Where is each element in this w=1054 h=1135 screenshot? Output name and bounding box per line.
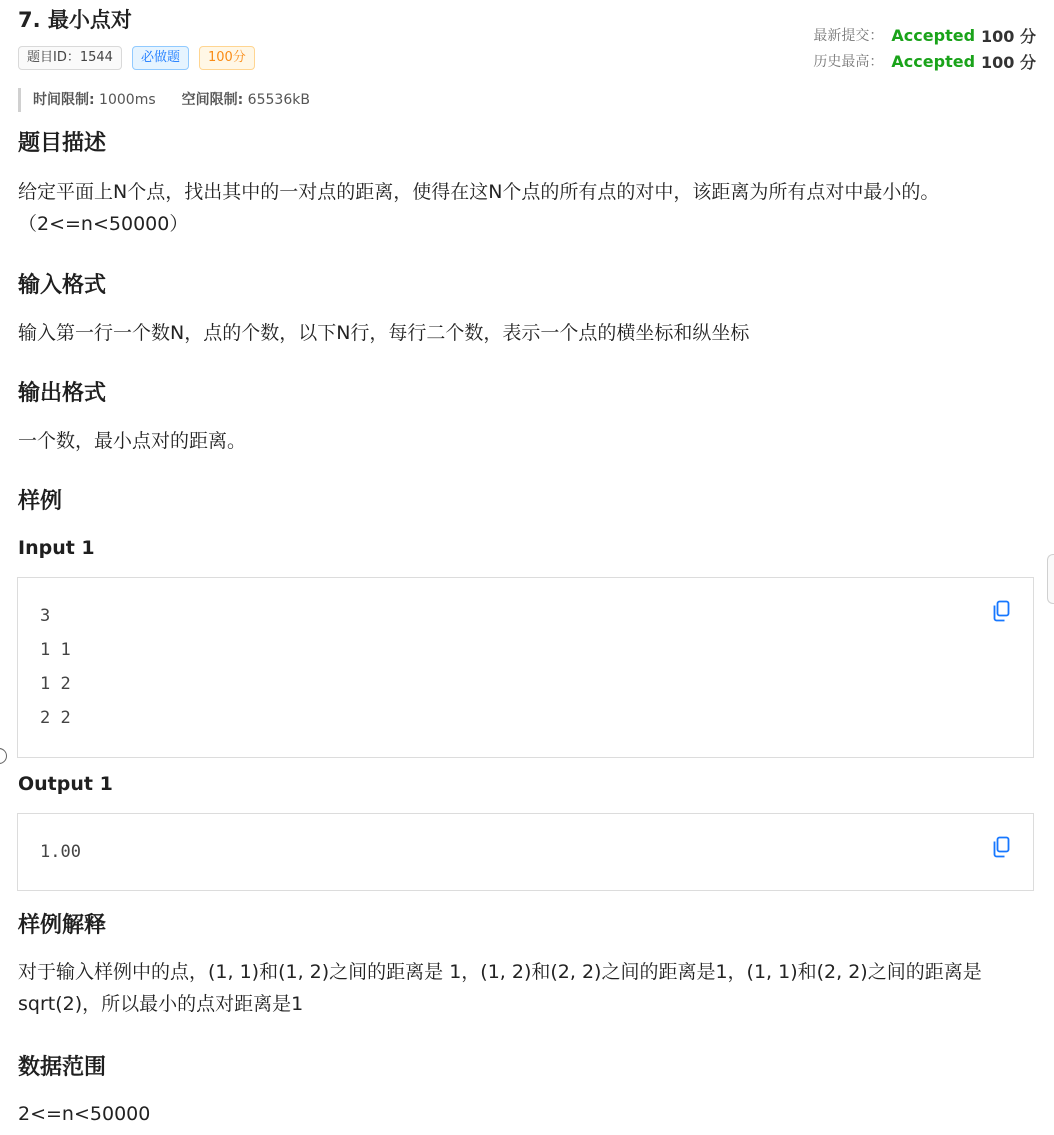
input-format-text: 输入第一行一个数N，点的个数，以下N行，每行二个数，表示一个点的横坐标和纵坐标 bbox=[18, 322, 750, 344]
side-drawer-handle[interactable] bbox=[1047, 554, 1054, 604]
problem-badges bbox=[18, 46, 255, 70]
space-limit-label: 空间限制: bbox=[181, 92, 244, 108]
best-submission-row bbox=[796, 48, 1036, 74]
limits-bar bbox=[18, 88, 310, 112]
best-submission-result[interactable]: Accepted bbox=[891, 51, 976, 71]
samples-heading: 样例 bbox=[18, 489, 63, 514]
description-text: 给定平面上N个点，找出其中的一对点的距离，使得在这N个点的所有点的对中，该距离为所有点对中最小的。（2<=n<50000） bbox=[18, 181, 940, 235]
sample-output-code bbox=[40, 838, 81, 872]
description-heading: 题目描述 bbox=[18, 131, 107, 156]
input-format-heading: 输入格式 bbox=[18, 273, 107, 298]
output-format-heading: 输出格式 bbox=[18, 381, 107, 406]
sample-output-label: Output 1 bbox=[18, 773, 113, 795]
best-submission-score: 100 分 bbox=[981, 52, 1036, 72]
time-limit-value: 1000ms bbox=[94, 92, 156, 108]
problem-title: 7. 最小点对 bbox=[18, 8, 132, 32]
copy-icon[interactable] bbox=[991, 600, 1011, 622]
output-format-text: 一个数，最小点对的距离。 bbox=[18, 430, 247, 452]
sample-output-box[interactable] bbox=[17, 813, 1034, 891]
score-badge: 100分 bbox=[199, 46, 255, 70]
latest-submission-score: 100 分 bbox=[981, 26, 1036, 46]
code-line: 1 2 bbox=[40, 674, 71, 694]
range-text: 2<=n<50000 bbox=[18, 1103, 151, 1125]
time-limit-label: 时间限制: bbox=[33, 92, 95, 108]
required-badge: 必做题 bbox=[132, 46, 189, 70]
explanation-text: 对于输入样例中的点，(1, 1)和(1, 2)之间的距离是 1，(1, 2)和(2, 2)之间的距离是1，(1, 1)和(2, 2)之间的距离是sqrt(2)，所以最小的点对距离是1 bbox=[18, 961, 982, 1015]
copy-icon[interactable] bbox=[991, 836, 1011, 858]
explanation-heading: 样例解释 bbox=[18, 913, 107, 938]
best-submission-label: 历史最高： bbox=[813, 54, 884, 70]
sample-input-code bbox=[40, 602, 71, 738]
sample-input-label: Input 1 bbox=[18, 537, 95, 559]
code-line: 3 bbox=[40, 606, 51, 626]
latest-submission-row bbox=[796, 22, 1036, 48]
problem-id-badge: 题目ID：1544 bbox=[18, 46, 122, 70]
code-line: 1.00 bbox=[40, 842, 81, 862]
latest-submission-label: 最新提交： bbox=[813, 28, 884, 44]
range-heading: 数据范围 bbox=[18, 1055, 107, 1080]
code-line: 1 1 bbox=[40, 640, 71, 660]
code-line: 2 2 bbox=[40, 708, 71, 728]
sample-input-box[interactable] bbox=[17, 577, 1034, 758]
latest-submission-result[interactable]: Accepted bbox=[891, 25, 976, 45]
help-circle-icon[interactable] bbox=[0, 748, 7, 764]
space-limit-value: 65536kB bbox=[243, 92, 310, 108]
submission-status bbox=[796, 22, 1036, 74]
